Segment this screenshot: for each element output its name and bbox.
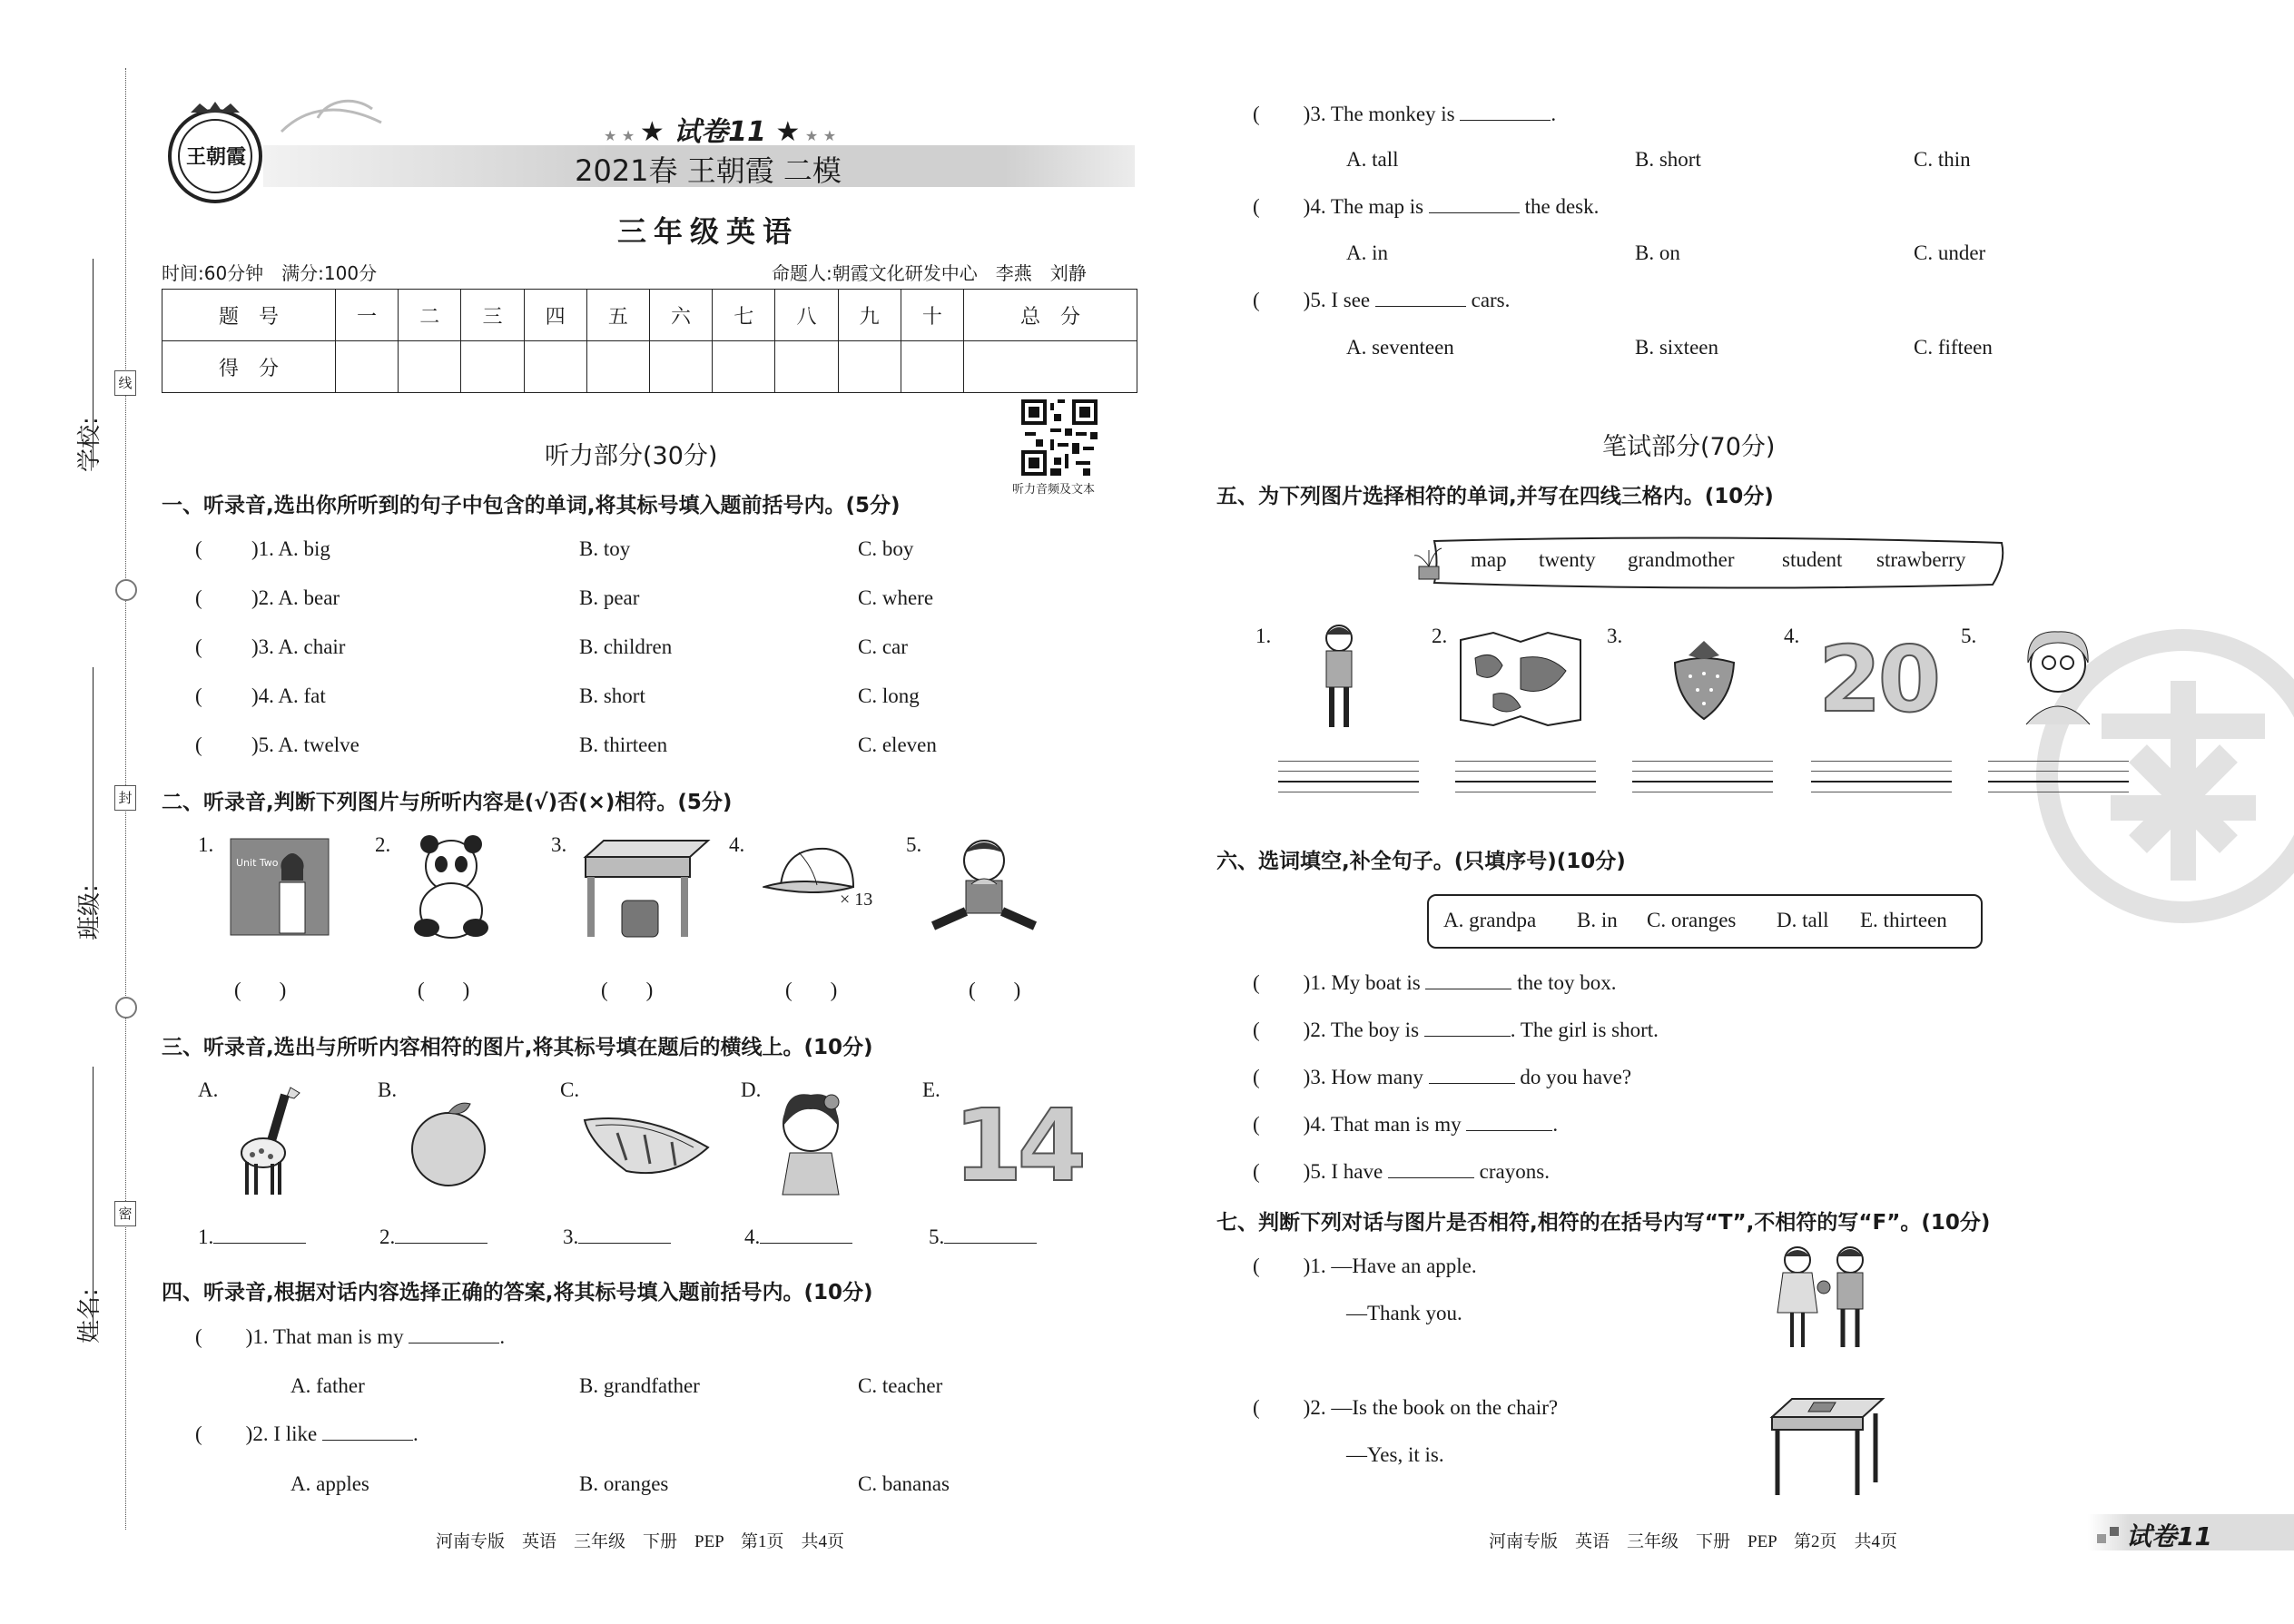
name-label: 姓名: — [76, 1288, 103, 1343]
footer-badge — [2088, 1514, 2294, 1550]
name-underline — [93, 1067, 94, 1339]
picture-number: 5. — [906, 833, 922, 856]
class-label: 班级: — [76, 884, 103, 940]
footer-badge-text: 试卷11 — [2126, 1521, 2212, 1551]
blank[interactable] — [409, 1326, 499, 1343]
seal-feng-mark: 封 — [114, 785, 136, 811]
binding-margin — [0, 0, 154, 1624]
option: A. in — [1346, 241, 1388, 264]
chair-book-picture — [1768, 1393, 1886, 1498]
picture-letter: C. — [560, 1078, 580, 1101]
option-b: B. toy — [579, 537, 631, 560]
ribbon-decoration — [272, 95, 418, 150]
word-bank-item: map — [1471, 548, 1507, 571]
number-fourteen-picture: 14 — [953, 1088, 1082, 1204]
option-b: B. pear — [579, 586, 640, 609]
answer-bracket[interactable]: ( — [195, 586, 202, 609]
word-option: C. oranges — [1647, 909, 1737, 931]
section6-title: 六、选词填空,补全句子。(只填序号)(10分) — [1216, 850, 1626, 873]
answer-line[interactable]: 1. — [198, 1225, 306, 1249]
answer-bracket[interactable]: ( — [195, 635, 202, 658]
dialogue-reply: —Yes, it is. — [1346, 1443, 1444, 1466]
score-input-cell[interactable] — [775, 341, 838, 393]
option-a: )1. A. big — [251, 537, 330, 560]
strawberry-picture — [1661, 635, 1748, 722]
score-row-label: 得 分 — [162, 341, 336, 393]
school-label: 学校: — [76, 417, 103, 472]
score-table-cell: 二 — [399, 290, 461, 341]
option-c: C. where — [858, 586, 934, 609]
answer-bracket[interactable]: ( — [1253, 1160, 1260, 1183]
series-label-text: 试卷11 — [674, 116, 766, 148]
four-line-grid[interactable] — [1278, 761, 1419, 802]
seal-mi-mark: 密 — [114, 1201, 136, 1226]
option: C. thin — [1914, 148, 1971, 171]
writing-title: 笔试部分(70分) — [1602, 433, 1776, 461]
time-info: 时间:60分钟 满分:100分 — [162, 262, 378, 284]
answer-line[interactable]: 5. — [929, 1225, 1037, 1249]
fill-row: ( )2. The boy is . The girl is short. — [1253, 1019, 1659, 1041]
score-input-cell[interactable] — [838, 341, 901, 393]
score-table-cell: 九 — [838, 290, 901, 341]
answer-bracket[interactable]: ( — [1253, 103, 1260, 125]
option-b: B. children — [579, 635, 673, 658]
four-line-grid[interactable] — [1632, 761, 1773, 802]
picture-number: 4. — [729, 833, 745, 856]
plant-icon — [1412, 545, 1448, 581]
answer-bracket[interactable]: ( — [1253, 1255, 1260, 1277]
word-bank — [1412, 536, 2006, 590]
blank[interactable] — [1424, 1019, 1511, 1037]
option: A. tall — [1346, 148, 1399, 171]
school-underline — [93, 259, 94, 468]
option-c: C. boy — [858, 537, 914, 560]
score-input-cell[interactable] — [901, 341, 963, 393]
score-input-cell[interactable] — [586, 341, 649, 393]
blank[interactable] — [1429, 196, 1520, 213]
blank[interactable] — [1429, 1067, 1515, 1084]
teacher-picture — [229, 837, 330, 937]
list-item — [195, 684, 1148, 733]
picture-number: 1. — [198, 833, 214, 856]
qr-caption: 听力音频及文本 — [1012, 483, 1096, 497]
picture-number: 3. — [551, 833, 567, 856]
option: C. bananas — [858, 1472, 950, 1495]
score-input-cell[interactable] — [461, 341, 524, 393]
answer-line[interactable]: 2. — [379, 1225, 487, 1249]
panda-picture — [407, 833, 496, 940]
four-line-grid[interactable] — [1811, 761, 1952, 802]
answer-bracket[interactable]: ( — [195, 684, 202, 707]
cap-count: × 13 — [840, 890, 873, 910]
word-option: A. grandpa — [1443, 909, 1537, 931]
score-input-cell[interactable] — [399, 341, 461, 393]
score-table-cell: 题 号 — [162, 290, 336, 341]
option: B. on — [1635, 241, 1680, 264]
picture-number: 2. — [375, 833, 391, 856]
footer-right: 河南专版 英语 三年级 下册 PEP 第2页 共4页 — [1489, 1532, 1898, 1551]
blank[interactable] — [1388, 1161, 1474, 1178]
option-b: B. short — [579, 684, 645, 707]
question-row: ( )1. That man is my . — [195, 1325, 506, 1348]
blank[interactable] — [1466, 1114, 1552, 1131]
board-text: Unit Two — [236, 857, 279, 869]
score-input-cell[interactable] — [524, 341, 586, 393]
list-item — [195, 586, 1148, 635]
blank[interactable] — [322, 1423, 413, 1441]
question-row: ( )5. I see cars. — [1253, 289, 1511, 311]
option-c: C. eleven — [858, 733, 937, 756]
square-icon — [2097, 1534, 2106, 1543]
option-a: )2. A. bear — [251, 586, 340, 609]
section1-title: 一、听录音,选出你所听到的句子中包含的单词,将其标号填入题前括号内。(5分) — [162, 494, 901, 517]
answer-bracket[interactable]: ( — [195, 733, 202, 756]
author-info: 命题人:朝霞文化研发中心 李燕 刘静 — [772, 262, 1087, 284]
blank[interactable] — [1460, 103, 1551, 121]
square-icon — [2110, 1527, 2119, 1536]
score-table-cell: 十 — [901, 290, 963, 341]
judge-bracket[interactable]: ( ) — [601, 979, 654, 1001]
answer-line[interactable]: 4. — [744, 1225, 852, 1249]
word-bank-item: twenty — [1539, 548, 1596, 571]
score-input-cell[interactable] — [335, 341, 398, 393]
dialogue-reply: —Thank you. — [1346, 1302, 1462, 1324]
answer-bracket[interactable]: ( — [195, 537, 202, 560]
option: A. seventeen — [1346, 336, 1454, 359]
picture-number: 4. — [1784, 625, 1800, 647]
option: B. grandfather — [579, 1374, 700, 1397]
answer-bracket[interactable]: ( — [195, 1325, 202, 1348]
option-a: )5. A. twelve — [251, 733, 359, 756]
fill-row: ( )1. My boat is the toy box. — [1253, 971, 1617, 994]
answer-bracket[interactable]: ( — [1253, 1396, 1260, 1419]
series-label: ★ ★ ★ 试卷11 ★ ★ ★ — [604, 116, 837, 148]
question-row: ( )2. I like . — [195, 1422, 418, 1445]
score-table-cell: 七 — [713, 290, 775, 341]
word-option: E. thirteen — [1860, 909, 1947, 931]
option-a: )3. A. chair — [251, 635, 346, 658]
dialogue-row: ( )2. —Is the book on the chair? — [1253, 1396, 1559, 1419]
class-underline — [93, 667, 94, 940]
seal-line-mark: 线 — [114, 370, 136, 396]
question-row: ( )4. The map is the desk. — [1253, 195, 1600, 218]
picture-letter: E. — [922, 1078, 940, 1101]
grandmother-picture — [2017, 626, 2099, 726]
picture-number: 1. — [1255, 625, 1272, 647]
score-table-cell: 一 — [335, 290, 398, 341]
logo-text: 王朝霞 — [185, 146, 246, 169]
section7-title: 七、判断下列对话与图片是否相符,相符的在括号内写“T”,不相符的写“F”。(10分) — [1216, 1211, 1991, 1235]
list-item — [195, 733, 1148, 782]
picture-number: 5. — [1961, 625, 1977, 647]
option-c: C. car — [858, 635, 908, 658]
judge-bracket[interactable]: ( ) — [234, 979, 287, 1001]
blank[interactable] — [1425, 972, 1511, 989]
word-bank-item: grandmother — [1628, 548, 1735, 571]
dialogue-row: ( )1. —Have an apple. — [1253, 1255, 1477, 1277]
score-input-cell[interactable] — [649, 341, 712, 393]
score-table-header-row — [162, 290, 1137, 341]
desk-picture — [576, 837, 713, 939]
picture-letter: B. — [378, 1078, 398, 1101]
question-row: ( )3. The monkey is . — [1253, 103, 1557, 125]
answer-bracket[interactable]: ( — [195, 1422, 202, 1445]
exam-title: 2021春 王朝霞 二模 — [575, 153, 842, 188]
word-bank-item: student — [1782, 548, 1843, 571]
section5-title: 五、为下列图片选择相符的单词,并写在四线三格内。(10分) — [1216, 485, 1774, 508]
section3-title: 三、听录音,选出与所听内容相符的图片,将其标号填在题后的横线上。(10分) — [162, 1036, 873, 1059]
fill-row: ( )3. How many do you have? — [1253, 1066, 1632, 1088]
answer-line[interactable]: 3. — [563, 1225, 671, 1249]
listening-title: 听力部分(30分) — [545, 442, 718, 470]
ornament-icon — [115, 997, 137, 1019]
picture-number: 2. — [1432, 625, 1448, 647]
four-line-grid[interactable] — [1988, 761, 2129, 802]
word-option: B. in — [1577, 909, 1618, 931]
orange-picture — [405, 1098, 492, 1189]
score-table-cell: 四 — [524, 290, 586, 341]
giraffe-picture — [225, 1080, 316, 1198]
qr-code[interactable] — [1021, 399, 1098, 476]
option-a: )4. A. fat — [251, 684, 326, 707]
option: B. oranges — [579, 1472, 669, 1495]
option: B. sixteen — [1635, 336, 1718, 359]
picture-letter: A. — [198, 1078, 219, 1101]
score-input-cell[interactable] — [963, 341, 1137, 393]
word-option: D. tall — [1777, 909, 1829, 931]
option-b: B. thirteen — [579, 733, 668, 756]
score-table-cell: 六 — [649, 290, 712, 341]
map-picture — [1457, 631, 1584, 726]
judge-bracket[interactable]: ( ) — [785, 979, 838, 1001]
blank[interactable] — [1375, 290, 1466, 307]
fill-row: ( )4. That man is my . — [1253, 1113, 1559, 1136]
ornament-icon — [115, 579, 137, 601]
answer-bracket[interactable]: ( — [1253, 1113, 1260, 1136]
option: C. teacher — [858, 1374, 943, 1397]
answer-bracket[interactable]: ( — [1253, 1019, 1260, 1041]
logo-badge — [163, 102, 268, 206]
score-table-cell: 八 — [775, 290, 838, 341]
section4-title: 四、听录音,根据对话内容选择正确的答案,将其标号填入题前括号内。(10分) — [162, 1281, 873, 1304]
section1-list — [195, 537, 1148, 782]
list-item — [195, 537, 1148, 586]
boat-picture — [581, 1107, 713, 1185]
picture-number: 3. — [1607, 625, 1623, 647]
option: C. fifteen — [1914, 336, 1993, 359]
four-line-grid[interactable] — [1455, 761, 1596, 802]
option-c: C. long — [858, 684, 920, 707]
girl-picture — [770, 1089, 852, 1196]
word-bank-item: strawberry — [1876, 548, 1966, 571]
section2-title: 二、听录音,判断下列图片与所听内容是(√)否(×)相符。(5分) — [162, 791, 733, 814]
answer-bracket[interactable]: ( — [1253, 971, 1260, 994]
score-table — [162, 289, 1137, 393]
boy-eating-picture — [928, 835, 1040, 939]
judge-bracket[interactable]: ( ) — [418, 979, 470, 1001]
number-twenty-picture: 20 — [1818, 626, 1938, 733]
answer-bracket[interactable]: ( — [1253, 1066, 1260, 1088]
score-input-cell[interactable] — [713, 341, 775, 393]
picture-letter: D. — [741, 1078, 762, 1101]
two-kids-picture — [1770, 1242, 1877, 1351]
option: B. short — [1635, 148, 1701, 171]
student-picture — [1312, 622, 1366, 731]
list-item — [195, 635, 1148, 684]
subject-title: 三年级英语 — [616, 214, 799, 249]
score-table-cell: 三 — [461, 290, 524, 341]
answer-bracket[interactable]: ( — [1253, 289, 1260, 311]
option: A. father — [290, 1374, 365, 1397]
score-table-cell: 总 分 — [963, 290, 1137, 341]
option-box — [1427, 894, 1983, 949]
fill-row: ( )5. I have crayons. — [1253, 1160, 1550, 1183]
judge-bracket[interactable]: ( ) — [969, 979, 1021, 1001]
option: A. apples — [290, 1472, 369, 1495]
score-table-score-row — [162, 341, 1137, 393]
answer-bracket[interactable]: ( — [1253, 195, 1260, 218]
option: C. under — [1914, 241, 1986, 264]
footer-left: 河南专版 英语 三年级 下册 PEP 第1页 共4页 — [436, 1532, 845, 1551]
score-table-cell: 五 — [586, 290, 649, 341]
